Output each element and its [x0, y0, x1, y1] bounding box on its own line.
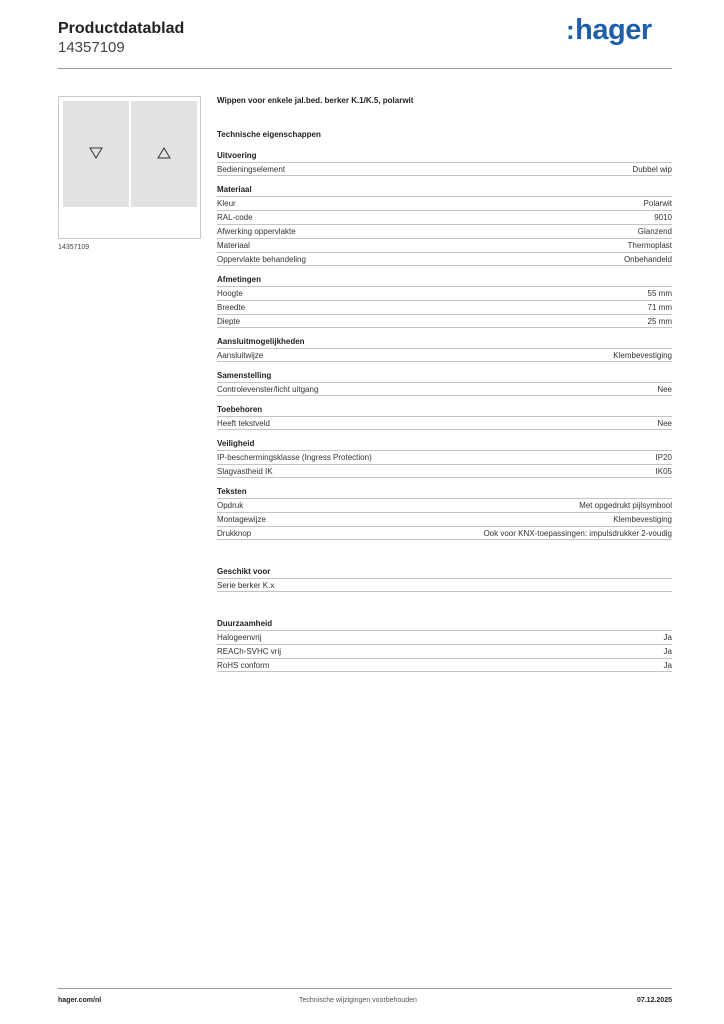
spec-row — [217, 630, 672, 644]
spec-row — [217, 196, 672, 210]
spec-row — [217, 526, 672, 540]
page-title: Productdatablad — [58, 20, 185, 37]
spec-value: Glanzend — [637, 227, 672, 236]
spec-label: Diepte — [217, 317, 241, 326]
section-title: Afmetingen — [217, 275, 261, 284]
section-title: Materiaal — [217, 185, 252, 194]
spec-label: Oppervlakte behandeling — [217, 255, 306, 264]
spec-row — [217, 498, 672, 512]
spec-label: Drukknop — [217, 529, 252, 538]
spec-row — [217, 464, 672, 478]
spec-section — [217, 438, 672, 478]
footer-website[interactable]: hager.com/nl — [58, 997, 102, 1004]
spec-label: Halogeenvrij — [217, 633, 262, 642]
product-number: 14357109 — [58, 39, 125, 56]
spec-row — [217, 512, 672, 526]
spec-value: Ja — [663, 661, 672, 670]
spec-section — [217, 184, 672, 266]
section-title: Uitvoering — [217, 151, 257, 160]
spec-value: Thermoplast — [627, 241, 672, 250]
spec-section — [217, 370, 672, 396]
spec-value: Nee — [657, 419, 672, 428]
spec-label: Bedieningselement — [217, 165, 286, 174]
section-title: Geschikt voor — [217, 567, 271, 576]
spec-value: Dubbel wip — [632, 165, 672, 174]
spec-value: IK05 — [655, 467, 672, 476]
spec-label: Opdruk — [217, 501, 244, 510]
spec-value: Ja — [663, 647, 672, 656]
spec-value: 71 mm — [647, 303, 672, 312]
spec-row — [217, 416, 672, 430]
section-title: Teksten — [217, 487, 247, 496]
triangle-down-icon — [89, 147, 103, 159]
spec-row — [217, 224, 672, 238]
spec-label: Afwerking oppervlakte — [217, 227, 296, 236]
spec-label: Aansluitwijze — [217, 351, 264, 360]
section-title: Veiligheid — [217, 439, 255, 448]
spec-content — [217, 96, 672, 672]
spec-section — [217, 404, 672, 430]
spec-row — [217, 300, 672, 314]
spec-row — [217, 210, 672, 224]
spec-section — [217, 566, 672, 592]
spec-row — [217, 314, 672, 328]
logo-colon-icon: : — [566, 15, 575, 45]
spec-heading: Technische eigenschappen — [217, 130, 321, 139]
spec-value: Ook voor KNX-toepassingen: impulsdrukker 2-voudig — [483, 529, 672, 538]
spec-value: Nee — [657, 385, 672, 394]
spec-row — [217, 286, 672, 300]
spec-label: Heeft tekstveld — [217, 419, 270, 428]
spec-value: Ja — [663, 633, 672, 642]
spec-row — [217, 450, 672, 464]
spec-section — [217, 274, 672, 328]
spec-section — [217, 336, 672, 362]
spec-label: RAL-code — [217, 213, 253, 222]
spec-value: 9010 — [654, 213, 672, 222]
spec-value: 25 mm — [647, 317, 672, 326]
spec-label: IP-beschermingsklasse (Ingress Protection) — [217, 453, 372, 462]
spec-row — [217, 238, 672, 252]
image-caption: 14357109 — [58, 244, 90, 251]
footer-divider — [58, 988, 672, 989]
spec-value: Polarwit — [643, 199, 672, 208]
spec-value: Klembevestiging — [613, 515, 672, 524]
spec-row — [217, 658, 672, 672]
spec-label: Breedte — [217, 303, 246, 312]
footer-date: 07.12.2025 — [636, 997, 672, 1004]
product-name: Wippen voor enkele jal.bed. berker K.1/K.5, polarwit — [217, 96, 414, 105]
spec-label: Kleur — [217, 199, 236, 208]
rocker-left — [63, 101, 129, 207]
spec-row — [217, 578, 672, 592]
spec-label: Serie berker K.x — [217, 581, 275, 590]
spec-label: Controlevenster/licht uitgang — [217, 385, 319, 394]
product-image — [58, 96, 201, 239]
spec-label: Materiaal — [217, 241, 250, 250]
section-title: Duurzaamheid — [217, 619, 273, 628]
spec-section — [217, 486, 672, 540]
triangle-up-icon — [157, 147, 171, 159]
spec-value: 55 mm — [647, 289, 672, 298]
spec-label: Montagewijze — [217, 515, 266, 524]
section-title: Toebehoren — [217, 405, 263, 414]
hager-logo — [566, 14, 652, 47]
spec-label: Slagvastheid IK — [217, 467, 273, 476]
spec-label: REACh-SVHC vrij — [217, 647, 282, 656]
spec-label: Hoogte — [217, 289, 243, 298]
spec-value: IP20 — [655, 453, 672, 462]
logo-text: hager — [575, 14, 652, 46]
spec-row — [217, 382, 672, 396]
spec-value: Onbehandeld — [623, 255, 672, 264]
spec-row — [217, 644, 672, 658]
rocker-right — [131, 101, 197, 207]
spec-row — [217, 162, 672, 176]
spec-value: Klembevestiging — [613, 351, 672, 360]
header-divider — [58, 68, 672, 69]
spec-row — [217, 252, 672, 266]
footer-notice: Technische wijzigingen voorbehouden — [299, 997, 417, 1004]
spec-row — [217, 348, 672, 362]
spec-section — [217, 150, 672, 176]
section-title: Aansluitmogelijkheden — [217, 337, 305, 346]
spec-label: RoHS conform — [217, 661, 270, 670]
spec-value: Met opgedrukt pijlsymbool — [579, 501, 672, 510]
section-title: Samenstelling — [217, 371, 272, 380]
spec-section — [217, 618, 672, 672]
